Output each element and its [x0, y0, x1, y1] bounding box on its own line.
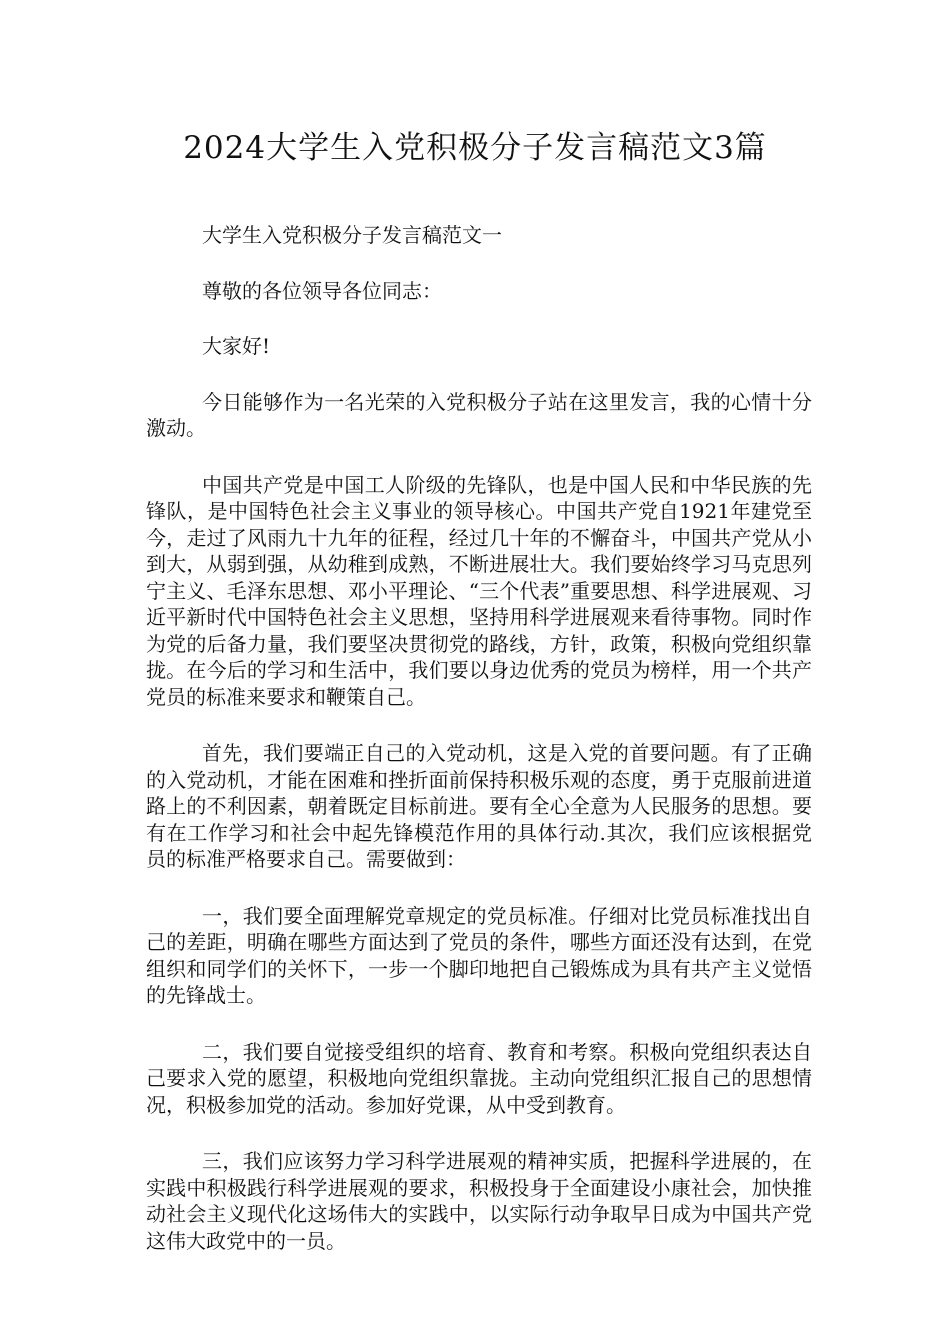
paragraph-motivation: 首先，我们要端正自己的入党动机，这是入党的首要问题。有了正确的入党动机，才能在困难和挫折面前保持积极乐观的态度，勇于克服前进道路上的不利因素，朝着既定目标前进。要有全心全意为人民服务的思想。要有在工作学习和社会中起先锋模范作用的具体行动.其次，我们应该根据党员的标准严格要求自己。需要做到： — [146, 741, 812, 871]
paragraph-party-history: 中国共产党是中国工人阶级的先锋队，也是中国人民和中华民族的先锋队，是中国特色社会主义事业的领导核心。中国共产党自1921年建党至今，走过了风雨九十九年的征程，经过几十年的不懈奋斗，中国共产党从小到大，从弱到强，从幼稚到成熟，不断进展壮大。我们要始终学习马克思列宁主义、毛泽东思想、邓小平理论、“三个代表”重要思想、科学进展观、习近平新时代中国特色社会主义思想，坚持用科学进展观来看待事物。同时作为党的后备力量，我们要坚决贯彻党的路线，方针，政策，积极向党组织靠拢。在今后的学习和生活中，我们要以身边优秀的党员为榜样，用一个共产党员的标准来要求和鞭策自己。 — [146, 472, 812, 709]
paragraph-intro: 今日能够作为一名光荣的入党积极分子站在这里发言，我的心情十分激动。 — [146, 389, 812, 440]
paragraph-point-two: 二，我们要自觉接受组织的培育、教育和考察。积极向党组织表达自己要求入党的愿望，积极地向党组织靠拢。主动向党组织汇报自己的思想情况，积极参加党的活动。参加好党课，从中受到教育。 — [146, 1039, 812, 1117]
salutation: 尊敬的各位领导各位同志： — [202, 278, 442, 303]
paragraph-point-one: 一，我们要全面理解党章规定的党员标准。仔细对比党员标准找出自己的差距，明确在哪些方面达到了党员的条件，哪些方面还没有达到，在党组织和同学们的关怀下，一步一个脚印地把自己锻炼成为具有共产主义觉悟的先锋战士。 — [146, 903, 812, 1007]
paragraph-point-three: 三，我们应该努力学习科学进展观的精神实质，把握科学进展的，在实践中积极践行科学进展观的要求，积极投身于全面建设小康社会，加快推动社会主义现代化这场伟大的实践中，以实际行动争取早日成为中国共产党这伟大政党中的一员。 — [146, 1149, 812, 1253]
document-title: 2024大学生入党积极分子发言稿范文3篇 — [183, 130, 767, 166]
greeting: 大家好! — [202, 334, 271, 358]
document-body — [146, 222, 812, 1284]
section-heading: 大学生入党积极分子发言稿范文一 — [202, 223, 502, 247]
